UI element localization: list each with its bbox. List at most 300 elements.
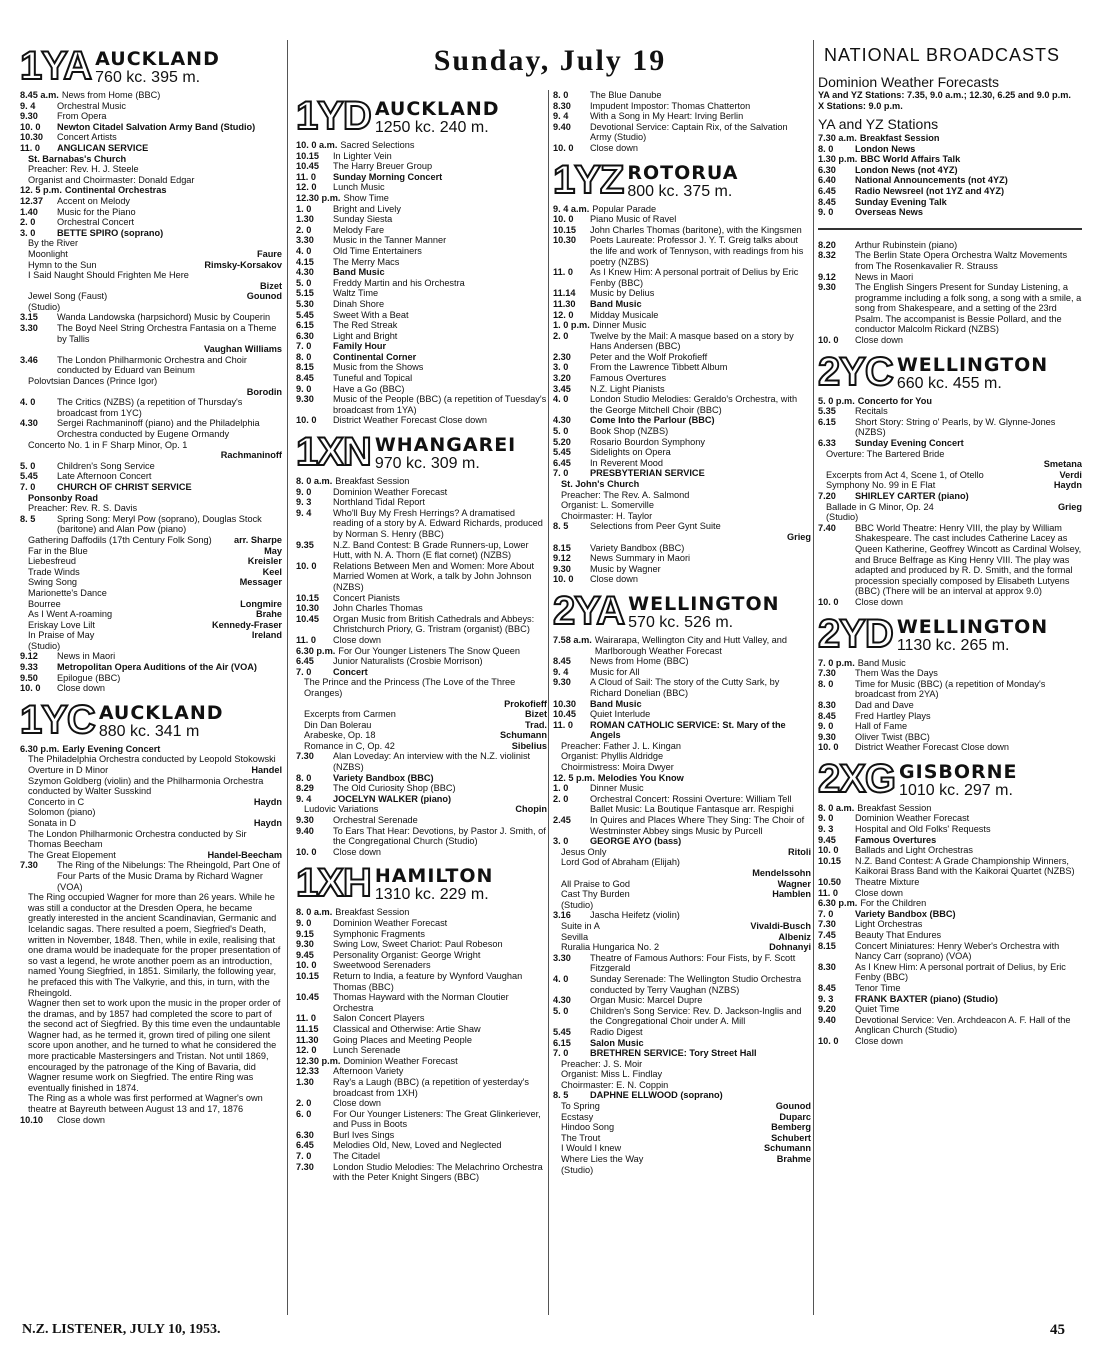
work-composer: Grieg bbox=[787, 531, 811, 542]
listing-item bbox=[818, 845, 1082, 856]
listing-text: JOCELYN WALKER (piano) bbox=[333, 793, 452, 804]
listing-text: Famous Overtures bbox=[855, 834, 937, 845]
work-line bbox=[553, 1112, 811, 1123]
yz-heading: YA and YZ Stations bbox=[818, 116, 939, 133]
yz-item bbox=[818, 133, 1082, 144]
listing-item bbox=[818, 335, 1082, 346]
listing-text: Music by Delius bbox=[590, 288, 655, 299]
listing-item bbox=[20, 90, 282, 101]
station-callsign: 1YA bbox=[20, 44, 92, 88]
listing-time: 4. 0 bbox=[553, 973, 569, 984]
listing-time: 9. 4 bbox=[553, 111, 569, 122]
listing-time: 6.15 bbox=[296, 320, 314, 331]
yz-text: Breakfast Session bbox=[859, 132, 940, 143]
listing-item bbox=[553, 235, 811, 267]
listing-text: Metropolitan Opera Auditions of the Air (VOA) bbox=[57, 662, 257, 673]
listing-text: The Old Curiosity Shop (BBC) bbox=[333, 783, 456, 794]
listing-text: Tenor Time bbox=[855, 982, 901, 993]
station-callsign: 1YZ bbox=[553, 157, 624, 202]
listing-text: GEORGE AYO (bass) bbox=[590, 836, 682, 847]
listing-text: Children's Song Service: Rev. D. Jackson-Inglis and the Congregational Choir under A. Mill bbox=[590, 1005, 802, 1027]
listing-item bbox=[296, 246, 547, 257]
listing-text: Dominion Weather Forecast bbox=[855, 813, 970, 824]
listing-item bbox=[20, 482, 282, 493]
listing-time: 10.45 bbox=[296, 992, 319, 1003]
work-composer: Gounod bbox=[775, 1101, 811, 1112]
station-name: AUCKLAND bbox=[95, 48, 220, 70]
listing-item bbox=[296, 1140, 547, 1151]
listing-item bbox=[553, 1090, 811, 1101]
work-title: Romance in C, Op. 42 bbox=[304, 740, 395, 751]
listing-item bbox=[296, 815, 547, 826]
listing-text: Close down bbox=[333, 634, 382, 645]
listing-text: Organ Music: Marcel Dupre bbox=[590, 995, 703, 1006]
work-line bbox=[296, 720, 547, 731]
listing-text: In Reverent Mood bbox=[590, 457, 664, 468]
listing-text: Twelve by the Mail: A masque based on a story by Hans Andersen (BBC) bbox=[590, 330, 794, 352]
listing-item bbox=[553, 1027, 811, 1038]
listing-time: 5.45 bbox=[296, 309, 314, 320]
listing-text: Going Places and Meeting People bbox=[333, 1034, 472, 1045]
listing-text: District Weather Forecast Close down bbox=[855, 742, 1010, 753]
listing-item bbox=[296, 907, 547, 918]
work-composer: Handel bbox=[251, 765, 282, 776]
listing-item bbox=[296, 362, 547, 373]
listing-time: 8. 5 bbox=[553, 521, 569, 532]
listing-time: 6.15 bbox=[553, 1037, 571, 1048]
listing-item bbox=[20, 683, 282, 694]
listing-text: Hall of Fame bbox=[855, 721, 908, 732]
listing-time: 9. 0 bbox=[296, 383, 312, 394]
listing-item bbox=[818, 272, 1082, 283]
listing-text: Devotional Service: Ven. Archdeacon A. F. Hall of the Anglican Church (Studio) bbox=[855, 1014, 1071, 1036]
listing-item bbox=[296, 1045, 547, 1056]
work-line bbox=[20, 797, 282, 808]
station-callsign: 1XH bbox=[296, 861, 371, 906]
work-title: As I Went A-roaming bbox=[28, 609, 113, 620]
yz-text: Overseas News bbox=[855, 207, 923, 218]
listing-detail: (Studio) bbox=[28, 640, 61, 651]
work-composer: Ireland bbox=[251, 630, 282, 641]
work-title: Liebesfreud bbox=[28, 556, 77, 567]
station-name: ROTORUA bbox=[627, 161, 739, 184]
yz-list bbox=[818, 133, 1082, 218]
work-line bbox=[553, 1122, 811, 1133]
listing-text: Late Afternoon Concert bbox=[57, 471, 152, 482]
listing-time: 3. 0 bbox=[553, 362, 569, 373]
column-4 bbox=[818, 40, 1082, 1310]
listing-time: 7. 0 bbox=[20, 481, 36, 492]
listing-time: 5.30 bbox=[296, 298, 314, 309]
listing-time: 12.30 p.m. bbox=[296, 1055, 341, 1066]
yz-time: 6.30 bbox=[818, 164, 836, 175]
listing-time: 5.45 bbox=[553, 1026, 571, 1037]
listing-item bbox=[296, 415, 547, 426]
listing-time: 8. 0 bbox=[296, 772, 312, 783]
listing-time: 6.30 p.m. bbox=[296, 645, 336, 656]
listing-text: Sunday Serenade: The Wellington Studio Orchestra conducted by Terry Vaughan (NZBS) bbox=[590, 973, 802, 995]
work-composer: Grieg bbox=[1058, 501, 1082, 512]
listing-time: 9. 4 bbox=[20, 100, 36, 111]
listing-time: 5. 0 bbox=[553, 426, 569, 437]
listing-item bbox=[296, 1056, 547, 1067]
station-callsign: 1YD bbox=[296, 94, 371, 138]
listing-text: Close down bbox=[590, 142, 639, 153]
listing-time: 7. 0 bbox=[296, 1151, 312, 1162]
listing-time: 7. 0 p.m. bbox=[818, 657, 855, 668]
listing-detail: Choirmaster: H. Taylor bbox=[561, 510, 653, 521]
listing-item bbox=[296, 235, 547, 246]
work-composer: Kennedy-Fraser bbox=[212, 619, 282, 630]
listing-time: 6.30 bbox=[296, 330, 314, 341]
listing-text: Sergei Rachmaninoff (piano) and the Philadelphia Orchestra conducted by Eugene Ormandy bbox=[57, 418, 260, 439]
listing-time: 10.30 bbox=[553, 235, 576, 246]
listing-text: Peter and the Wolf Prokofieff bbox=[590, 351, 708, 362]
listing-time: 9.30 bbox=[296, 394, 314, 405]
listing-item bbox=[818, 250, 1082, 271]
work-line bbox=[20, 556, 282, 567]
listing-text: Them Was the Days bbox=[855, 668, 938, 679]
listing-time: 7. 0 bbox=[296, 666, 312, 677]
station-frequency: 1250 kc. 240 m. bbox=[374, 119, 489, 136]
work-line bbox=[553, 879, 811, 890]
listing-item bbox=[818, 523, 1082, 597]
work-composer: Ritoli bbox=[788, 846, 811, 857]
station-callsign: 2YA bbox=[553, 588, 625, 633]
listing-time: 4. 0 bbox=[296, 245, 312, 256]
listing-text: Music by Wagner bbox=[590, 563, 661, 574]
listing-time: 8.45 bbox=[296, 373, 314, 384]
station-name: HAMILTON bbox=[374, 865, 494, 888]
listing-item bbox=[818, 679, 1082, 700]
column-2 bbox=[296, 90, 547, 1310]
listing-item bbox=[818, 898, 1082, 909]
listing-time: 10.30 bbox=[20, 132, 43, 143]
listing-time: 7.30 bbox=[296, 751, 314, 762]
work-title: Trade Winds bbox=[28, 566, 80, 577]
listing-text: In Quires and Places Where They Sing: The Choir of Westminster Abbey sings Music by Purcell bbox=[590, 815, 805, 836]
listing-time: 11. 0 bbox=[296, 1013, 316, 1024]
work-line bbox=[20, 818, 282, 829]
listing-text: Rosario Bourdon Symphony bbox=[590, 436, 705, 447]
listing-text: The Citadel bbox=[333, 1151, 380, 1162]
listing-text: Alan Loveday: An interview with the N.Z. violinist (NZBS) bbox=[333, 751, 531, 773]
listing-time: 12. 0 bbox=[296, 1045, 317, 1056]
listing-time: 2. 0 bbox=[296, 1098, 312, 1109]
listing-item bbox=[553, 143, 811, 154]
listing-text: The Critics (NZBS) (a repetition of Thursday's broadcast from 1YC) bbox=[57, 397, 243, 418]
work-title: Ruralia Hungarica No. 2 bbox=[561, 942, 660, 953]
listing-time: 4.30 bbox=[553, 995, 571, 1006]
yz-item bbox=[818, 175, 1082, 186]
listing-time: 2. 0 bbox=[296, 224, 312, 235]
listing-time: 9.40 bbox=[553, 121, 571, 132]
listing-time: 10. 0 bbox=[553, 214, 574, 225]
listing-text: From Opera bbox=[57, 111, 107, 122]
listing-text: Music for All bbox=[590, 666, 640, 677]
listing-time: 5.35 bbox=[818, 406, 836, 417]
yz-text: Sunday Evening Talk bbox=[855, 196, 947, 207]
listing-item bbox=[818, 1036, 1082, 1047]
work-composer: Duparc bbox=[779, 1111, 811, 1122]
listing-text: Beauty That Endures bbox=[855, 930, 942, 940]
work-line bbox=[20, 260, 282, 271]
listing-text: Midday Musicale bbox=[590, 309, 659, 320]
listing-time: 10. 0 bbox=[296, 846, 317, 857]
listing-detail: Organist: L. Somerville bbox=[561, 500, 654, 511]
work-composer: Chopin bbox=[515, 804, 547, 815]
listing-detail: (Studio) bbox=[561, 899, 594, 910]
station-info bbox=[375, 866, 494, 903]
listing-item bbox=[553, 1006, 811, 1027]
listing-time: 11.30 bbox=[296, 1034, 319, 1045]
listing-item bbox=[20, 418, 282, 439]
listing-item bbox=[20, 397, 282, 418]
listing-text: Thomas Hayward with the Norman Cloutier Orchestra bbox=[333, 992, 509, 1013]
listing-item bbox=[20, 662, 282, 673]
work-title: Marionette's Dance bbox=[28, 587, 107, 598]
listing-time: 10. 0 bbox=[296, 415, 317, 426]
listing-time: 11. 0 bbox=[296, 171, 316, 182]
listing-item bbox=[296, 992, 547, 1013]
yz-text: London News (not 4YZ) bbox=[855, 164, 958, 175]
listing-text: Concert Pianists bbox=[333, 592, 400, 603]
listing-item bbox=[553, 352, 811, 363]
listing-item bbox=[818, 930, 1082, 941]
listing-text: London Studio Melodies: Geraldo's Orchestra, with the George Mitchell Choir (BBC) bbox=[590, 394, 798, 415]
listing-item bbox=[818, 877, 1082, 888]
listing-item bbox=[818, 941, 1082, 962]
station-info bbox=[95, 49, 220, 86]
work-line bbox=[553, 942, 811, 953]
work-title: Gathering Daffodils (17th Century Folk Song) bbox=[28, 534, 212, 545]
listing-item bbox=[553, 90, 811, 101]
listing-time: 11. 0 bbox=[818, 887, 838, 898]
listing-item bbox=[553, 214, 811, 225]
listing-item bbox=[296, 278, 547, 289]
listing-time: 9.12 bbox=[553, 553, 571, 564]
listing-detail: Solomon (piano) bbox=[28, 807, 96, 818]
work-title: Ludovic Variations bbox=[304, 804, 379, 815]
work-line bbox=[553, 868, 811, 879]
listing-time: 7.30 bbox=[20, 860, 38, 871]
listing-time: 8.30 bbox=[818, 699, 836, 710]
column-4-listings bbox=[818, 240, 1082, 1047]
listing-time: 1.40 bbox=[20, 206, 38, 217]
listing-detail: (Studio) bbox=[28, 301, 61, 312]
listing-text: In Lighter Vein bbox=[333, 150, 392, 161]
listing-detail: Wagner then set to work upon the music in the proper order of the dramas, and by 1857 had completed the score to part of the second act of Siegfried. By this time even the undauntable Wagner had, as he termed it, grown tired of piling one silent score upon another, and he turned to what he considered the more practicable Mastersingers and Tristan. Not until 1869, encouraged by the patronage of the King of Bavaria, did Wagner resume work on Siegfried. The entire Ring was eventually finished in 1874. bbox=[28, 998, 281, 1093]
listing-time: 9.35 bbox=[296, 539, 314, 550]
listing-item bbox=[818, 658, 1082, 669]
listing-item bbox=[818, 417, 1082, 438]
listing-text: Close down bbox=[855, 335, 904, 346]
listing-time: 11. 0 bbox=[553, 267, 573, 278]
listing-time: 6.45 bbox=[296, 656, 314, 667]
work-title: Hymn to the Sun bbox=[28, 259, 97, 270]
listing-item bbox=[20, 228, 282, 239]
listing-time: 9.12 bbox=[818, 271, 836, 282]
listing-text: Radio Digest bbox=[590, 1026, 643, 1037]
listing-detail: The Prince and the Princess (The Love of the Three Oranges) bbox=[304, 677, 516, 698]
work-title: Hindoo Song bbox=[561, 1122, 615, 1133]
listing-item bbox=[553, 815, 811, 836]
work-title: Excerpts from Act 4, Scene 1, of Otello bbox=[826, 469, 984, 480]
work-composer: Prokofieff bbox=[504, 698, 547, 709]
listing-text: For Our Younger Listeners The Snow Queen bbox=[338, 645, 520, 656]
listing-text: News in Maori bbox=[855, 271, 914, 282]
listing-time: 10.15 bbox=[818, 855, 841, 866]
listing-text: Jascha Heifetz (violin) bbox=[590, 910, 680, 921]
listing-time: 10. 0 bbox=[20, 121, 41, 132]
listing-detail: Choirmaster: E. N. Coppin bbox=[561, 1079, 669, 1090]
listing-time: 1.30 bbox=[296, 1076, 314, 1087]
listing-item bbox=[20, 860, 282, 892]
listing-text: Dad and Dave bbox=[855, 699, 914, 710]
work-composer: Mendelssohn bbox=[752, 868, 811, 878]
listing-time: 6.45 bbox=[296, 1140, 314, 1151]
listing-text: Close down bbox=[333, 1098, 382, 1109]
listing-text: Breakfast Session bbox=[335, 476, 410, 487]
listing-time: 10. 0 bbox=[818, 335, 839, 346]
station-name: WELLINGTON bbox=[628, 592, 780, 615]
listing-time: 8. 0 bbox=[296, 351, 312, 362]
listing-text: Theatre of Famous Authors: Four Fists, by F. Scott Fitzgerald bbox=[590, 952, 796, 974]
work-line bbox=[20, 535, 282, 546]
listing-text: Poets Laureate: Professor J. Y. T. Greig talks about the life and work of Tennyson, with readings from his poetry (NZBS) bbox=[590, 235, 804, 267]
listing-text: Dinner Music bbox=[590, 783, 644, 794]
listing-item bbox=[20, 143, 282, 154]
listing-item bbox=[20, 217, 282, 228]
listing-text: Famous Overtures bbox=[590, 373, 667, 384]
station-frequency: 1130 kc. 265 m. bbox=[896, 636, 1010, 654]
work-title: Swing Song bbox=[28, 577, 78, 588]
listing-text: Have a Go (BBC) bbox=[333, 383, 405, 394]
listing-item bbox=[818, 406, 1082, 417]
listing-item bbox=[296, 182, 547, 193]
listing-time: 5.45 bbox=[20, 471, 38, 482]
listing-text: Orchestral Concert bbox=[57, 217, 135, 228]
listing-item bbox=[296, 971, 547, 992]
listing-text: The Harry Breuer Group bbox=[333, 161, 433, 172]
listing-text: News from Home (BBC) bbox=[590, 656, 689, 667]
yz-item bbox=[818, 144, 1082, 155]
listing-item bbox=[553, 1048, 811, 1059]
national-broadcasts-box bbox=[818, 40, 1082, 230]
work-line bbox=[20, 609, 282, 620]
listing-item bbox=[818, 396, 1082, 407]
work-composer: Brahe bbox=[255, 609, 282, 620]
station-header bbox=[818, 349, 1082, 394]
listing-text: Burl Ives Sings bbox=[333, 1129, 395, 1140]
listing-time: 7.30 bbox=[296, 1161, 314, 1172]
listing-text: CHURCH OF CHRIST SERVICE bbox=[57, 481, 192, 492]
listing-text: ANGLICAN SERVICE bbox=[57, 142, 149, 153]
work-composer: Handel-Beecham bbox=[207, 849, 282, 860]
listing-text: Children's Song Service bbox=[57, 460, 155, 471]
yz-text: BBC World Affairs Talk bbox=[860, 154, 961, 165]
work-line bbox=[20, 344, 282, 355]
work-line bbox=[20, 546, 282, 557]
listing-text: Close down bbox=[855, 1035, 904, 1046]
listing-text: Close down bbox=[333, 846, 382, 857]
listing-text: Junior Naturalists (Crosbie Morrison) bbox=[333, 656, 483, 667]
listing-item bbox=[553, 974, 811, 995]
listing-time: 5. 0 p.m. bbox=[818, 395, 855, 406]
listing-item bbox=[553, 204, 811, 215]
listing-item bbox=[553, 910, 811, 921]
listing-item bbox=[553, 267, 811, 288]
station-frequency: 1010 kc. 297 m. bbox=[899, 781, 1013, 799]
work-composer: Bemberg bbox=[771, 1122, 811, 1133]
listing-time: 9.40 bbox=[296, 825, 314, 836]
listing-time: 5. 0 bbox=[20, 460, 36, 471]
listing-item bbox=[296, 826, 547, 847]
listing-item bbox=[818, 721, 1082, 732]
listing-item bbox=[296, 847, 547, 858]
work-title: Arabeske, Op. 18 bbox=[304, 730, 376, 741]
work-composer: Verdi bbox=[1059, 469, 1082, 480]
listing-text: Music for the Piano bbox=[57, 206, 136, 217]
listing-item bbox=[296, 497, 547, 508]
listing-item bbox=[20, 355, 282, 376]
station-name: AUCKLAND bbox=[374, 98, 500, 120]
listing-time: 4. 0 bbox=[553, 394, 569, 405]
yz-item bbox=[818, 165, 1082, 176]
column-1 bbox=[20, 40, 282, 1310]
listing-item bbox=[818, 824, 1082, 835]
listing-text: The Berlin State Opera Orchestra Waltz Movements from The Rosenkavalier R. Strauss bbox=[855, 250, 1068, 271]
listing-text: Salon Music bbox=[590, 1037, 644, 1048]
listing-time: 10.45 bbox=[296, 161, 319, 172]
listing-text: John Charles Thomas bbox=[333, 603, 423, 614]
listing-text: The Boyd Neel String Orchestra Fantasia on a Theme by Tallis bbox=[57, 323, 277, 344]
station-header bbox=[553, 157, 811, 202]
listing-text: Dinah Shore bbox=[333, 298, 385, 309]
listing-text: Come Into the Parlour (BBC) bbox=[590, 415, 715, 426]
listing-text: Show Time bbox=[343, 192, 389, 203]
listing-text: Classical and Otherwise: Artie Shaw bbox=[333, 1023, 481, 1034]
listing-time: 9.45 bbox=[296, 949, 314, 960]
station-name: GISBORNE bbox=[899, 760, 1018, 783]
listing-text: Sacred Selections bbox=[340, 140, 415, 150]
listing-time: 9.30 bbox=[818, 282, 836, 293]
listing-item bbox=[20, 185, 282, 196]
listing-text: Quiet Time bbox=[855, 1004, 900, 1015]
work-title: Sonata in D bbox=[28, 818, 77, 828]
listing-text: N.Z. Band Contest: A Grade Championship Winners, Kaikorai Brass Band with the Kaikorai Quartet (NZBS) bbox=[855, 855, 1075, 877]
listing-item bbox=[296, 257, 547, 268]
work-line bbox=[20, 281, 282, 292]
work-composer: Rachmaninoff bbox=[220, 450, 282, 461]
station-info bbox=[99, 703, 224, 740]
listing-item bbox=[553, 362, 811, 373]
listing-text: N.Z. Band Contest: B Grade Runners-up, Lower Hutt, with N. A. Thorn (E flat cornet) (NZBS) bbox=[333, 539, 529, 561]
listing-item bbox=[553, 101, 811, 112]
listing-time: 9. 4 a.m. bbox=[553, 203, 590, 214]
listing-text: Devotional Service: Captain Rix, of the Salvation Army (Studio) bbox=[590, 121, 788, 143]
listing-text: News in Maori bbox=[57, 651, 116, 662]
listing-text: For the Children bbox=[860, 898, 927, 909]
listing-item bbox=[296, 667, 547, 678]
listing-item bbox=[553, 122, 811, 143]
work-line bbox=[553, 1133, 811, 1144]
work-composer: Sibelius bbox=[511, 740, 547, 751]
listing-time: 9.30 bbox=[296, 939, 314, 950]
listing-time: 6.30 p.m. bbox=[818, 898, 858, 909]
listing-time: 9.15 bbox=[296, 928, 314, 939]
station-name: WHANGAREI bbox=[374, 434, 517, 457]
